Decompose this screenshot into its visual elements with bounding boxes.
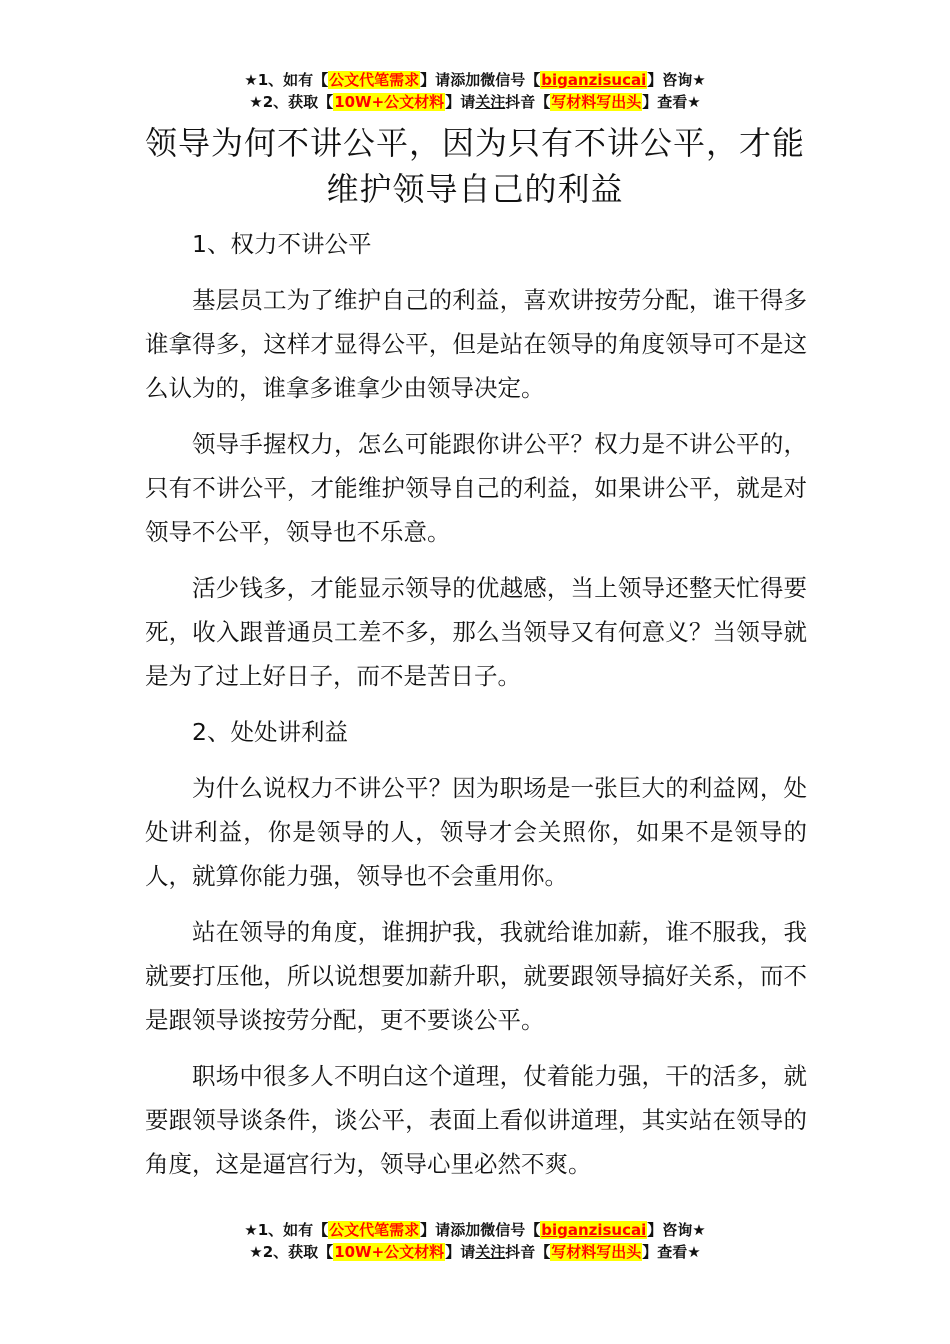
promo-text: 】查看★ [642, 1243, 701, 1261]
promo-emphasis: 添加 [450, 71, 481, 89]
paragraph-6: 职场中很多人不明白这个道理，仗着能力强，干的活多，就要跟领导谈条件，谈公平，表面上看似讲道理，其实站在领导的角度，这是逼宫行为，领导心里必然不爽。 [145, 1062, 807, 1178]
section-heading-2: 2、处处讲利益 [192, 718, 348, 746]
promo-line-2 [0, 91, 950, 113]
promo-emphasis: 关注 [475, 1243, 506, 1261]
page-title: 领导为何不讲公平，因为只有不讲公平，才能维护领导自己的利益 [144, 124, 805, 208]
promo-highlight: 公文代笔需求 [329, 71, 420, 89]
section-heading-1: 1、权力不讲公平 [192, 230, 372, 258]
promo-text: 抖音【 [505, 1243, 551, 1261]
promo-text: 微信号【 [480, 1221, 541, 1239]
promo-highlight: 公文代笔需求 [329, 1221, 420, 1239]
douyin-account: 写材料写出头 [551, 1243, 642, 1261]
promo-emphasis: 添加 [450, 1221, 481, 1239]
paragraph-1: 基层员工为了维护自己的利益，喜欢讲按劳分配，谁干得多谁拿得多，这样才显得公平，但是站在领导的角度领导可不是这么认为的，谁拿多谁拿少由领导决定。 [145, 286, 807, 402]
promo-text: 】查看★ [642, 93, 701, 111]
promo-text: 】请 [445, 93, 476, 111]
promo-line-1 [0, 1219, 950, 1241]
promo-text: 微信号【 [480, 71, 541, 89]
paragraph-2: 领导手握权力，怎么可能跟你讲公平？权力是不讲公平的，只有不讲公平，才能维护领导自己的利益，如果讲公平，就是对领导不公平，领导也不乐意。 [145, 430, 807, 546]
wechat-id: biganzisucai [541, 71, 647, 89]
promo-text: 】咨询★ [647, 71, 706, 89]
promo-banner-top [0, 69, 950, 113]
promo-emphasis: 关注 [475, 93, 506, 111]
promo-banner-bottom [0, 1219, 950, 1263]
promo-text: 】请 [445, 1243, 476, 1261]
promo-text: ★1、如有【 [244, 1221, 329, 1239]
promo-text: ★2、获取【 [249, 93, 334, 111]
douyin-account: 写材料写出头 [551, 93, 642, 111]
paragraph-4: 为什么说权力不讲公平？因为职场是一张巨大的利益网，处处讲利益，你是领导的人，领导才会关照你，如果不是领导的人，就算你能力强，领导也不会重用你。 [145, 774, 807, 890]
paragraph-5: 站在领导的角度，谁拥护我，我就给谁加薪，谁不服我，我就要打压他，所以说想要加薪升职，就要跟领导搞好关系，而不是跟领导谈按劳分配，更不要谈公平。 [145, 918, 807, 1034]
promo-text: 】请 [420, 71, 451, 89]
promo-text: 】请 [420, 1221, 451, 1239]
promo-text: ★2、获取【 [249, 1243, 334, 1261]
promo-highlight: 10W+公文材料 [334, 93, 445, 111]
promo-text: 】咨询★ [647, 1221, 706, 1239]
paragraph-3: 活少钱多，才能显示领导的优越感，当上领导还整天忙得要死，收入跟普通员工差不多，那么当领导又有何意义？当领导就是为了过上好日子，而不是苦日子。 [145, 574, 807, 690]
promo-text: 抖音【 [505, 93, 551, 111]
article-body [145, 222, 807, 1198]
wechat-id: biganzisucai [541, 1221, 647, 1239]
promo-highlight: 10W+公文材料 [334, 1243, 445, 1261]
promo-line-1 [0, 69, 950, 91]
promo-text: ★1、如有【 [244, 71, 329, 89]
promo-line-2 [0, 1241, 950, 1263]
